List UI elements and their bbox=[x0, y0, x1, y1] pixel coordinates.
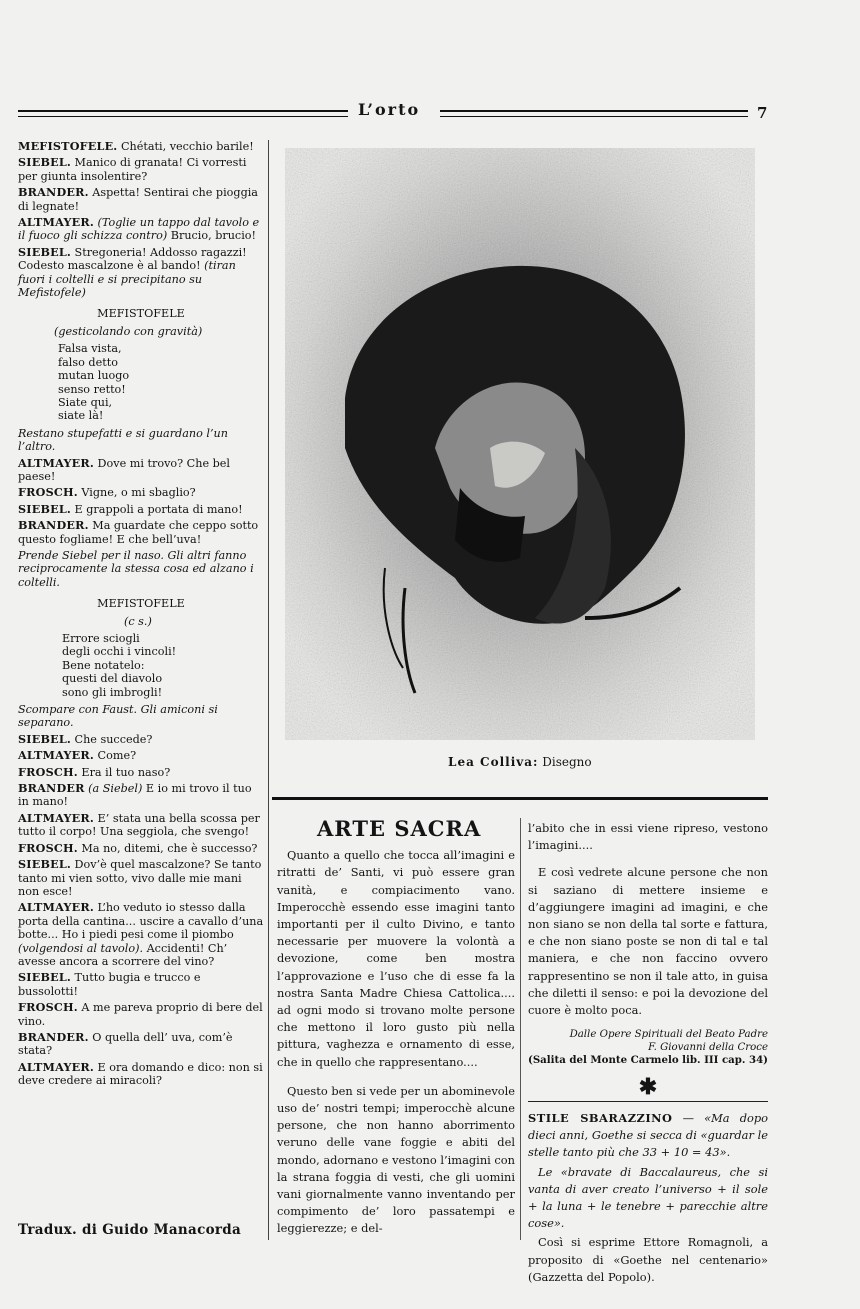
stage-direction: Restano stupefatti e si guardano l’un l’altro. bbox=[18, 426, 228, 454]
dialogue-line: BRANDER. Ma guardate che ceppo sotto questo fogliame! E che bell’uva! bbox=[18, 518, 259, 546]
asterisk-ornament: ✱ bbox=[638, 1074, 658, 1101]
dialogue-line: ALTMAYER. L’ho veduto io stesso dalla porta della cantina... uscire a cavallo d’una botte... Ho i piedi pesi come il piombo (volgendosi al tavolo). Accidenti! Ch’ avesse ancora a scorrere del vino? bbox=[18, 900, 264, 968]
verse-line: Siate qui, bbox=[58, 395, 113, 409]
dialogue-line: FROSCH. Ma no, ditemi, che è successo? bbox=[18, 840, 258, 855]
portrait-illustration bbox=[285, 148, 755, 740]
column-divider bbox=[268, 140, 269, 1240]
stage-direction: Scompare con Faust. Gli amiconi si separano. bbox=[18, 703, 218, 730]
stile-sbarazzino-note bbox=[528, 1110, 768, 1286]
verse-line: mutan luogo bbox=[58, 369, 130, 383]
dialogue-line: MEFISTOFELE. Chétati, vecchio barile! bbox=[18, 139, 254, 153]
column-divider bbox=[520, 818, 521, 1240]
note-paragraph: STILE SBARAZZINO — «Ma dopo dieci anni, Goethe si secca di «guardar le stelle tanto più che 33 + 10 = 43». bbox=[528, 1111, 768, 1160]
dialogue-line: ALTMAYER. E ora domando e dico: non si deve credere ai miracoli? bbox=[18, 1059, 263, 1088]
magazine-title: L’orto bbox=[358, 100, 421, 119]
verse-block bbox=[18, 632, 264, 699]
dialogue-line: FROSCH. Era il tuo naso? bbox=[18, 764, 171, 779]
article-column-1 bbox=[277, 816, 515, 1250]
verse-line: questi del diavolo bbox=[62, 672, 163, 686]
article-paragraph: Questo ben si vede per un abominevole uso de’ nostri tempi; imperocchè alcune persone, che non hanno aborrimento veruno delle vane foggie e abiti del mondo, adornano e vestono l’imagini con la strana foggia di vesti, che gli uomini vani giornalmente vanno inventando per compimento de’ loro passatempi e leggierezze; e del- bbox=[277, 1083, 515, 1236]
page-number: 7 bbox=[757, 104, 768, 122]
article-paragraph: Quanto a quello che tocca all’imagini e ritratti de’ Santi, vi può essere gran vanità, e compiacimento vano. Imperocchè essendo esse imagini tanto importanti per il culto Divino, e tanto necessarie per muovere la volontà a devozione, come ben mostra l’approvazione e l’uso che di esse fa la nostra Santa Madre Chiesa Cattolica.... ad ogni modo si trovano molte persone che mettono il loro gusto più nella pittura, vaghezza e ornamento di esse, che in quello che rappresentano.... bbox=[277, 848, 515, 1069]
verse-line: Falsa vista, bbox=[58, 342, 122, 356]
dialogue-line: ALTMAYER. E’ stata una bella scossa per tutto il corpo! Una seggiola, che svengo! bbox=[18, 810, 260, 839]
section-rule bbox=[272, 797, 768, 800]
dialogue-line: ALTMAYER. Dove mi trovo? Che bel paese! bbox=[18, 455, 230, 483]
verse-block bbox=[18, 342, 264, 422]
note-paragraph: Così si esprime Ettore Romagnoli, a proposito di «Goethe nel centenario» (Gazzetta del Popolo). bbox=[528, 1235, 768, 1284]
verse-line: Bene notatelo: bbox=[62, 658, 145, 672]
section-rule bbox=[528, 1101, 768, 1102]
stage-direction: Prende Siebel per il naso. Gli altri fanno reciprocamente la stessa cosa ed alzano i coltelli. bbox=[18, 548, 254, 589]
dialogue-line: BRANDER. O quella dell’ uva, com’è stata? bbox=[18, 1029, 233, 1058]
page-header bbox=[0, 98, 860, 128]
article-paragraph: l’abito che in essi viene ripreso, vestono l’imagini.... bbox=[528, 821, 768, 853]
source-line: (Salita del Monte Carmelo lib. III cap. 34) bbox=[528, 1054, 768, 1067]
character-heading: MEFISTOFELE bbox=[97, 307, 185, 321]
dialogue-line: SIEBEL. E grappoli a portata di mano! bbox=[18, 501, 243, 516]
verse-line: falso detto bbox=[58, 355, 118, 369]
dialogue-line: SIEBEL. Tutto bugia e trucco e bussolotti! bbox=[18, 970, 201, 998]
dialogue-line: FROSCH. A me pareva proprio di bere del vino. bbox=[18, 1000, 263, 1028]
dialogue-line: ALTMAYER. Come? bbox=[18, 748, 137, 763]
caption-text: Disegno bbox=[542, 755, 592, 769]
dialogue-line: FROSCH. Vigne, o mi sbaglio? bbox=[18, 485, 196, 500]
dialogue-line: SIEBEL. Stregoneria! Addosso ragazzi! Codesto mascalzone è al bando! (tiran fuori i coltelli e si precipitano su Mefistofele) bbox=[18, 244, 247, 300]
stage-direction: (c s.) bbox=[124, 614, 152, 628]
dialogue-line: BRANDER. Aspetta! Sentirai che pioggia di legnate! bbox=[18, 185, 258, 213]
verse-line: Errore sciogli bbox=[62, 632, 140, 645]
header-rule-left bbox=[18, 110, 348, 117]
article-title: ARTE SACRA bbox=[317, 816, 482, 841]
note-paragraph: Le «bravate di Baccalaureus, che si vanta di aver creato l’universo + il sole + la luna + le tenebre + parecchie altre cose». bbox=[528, 1164, 768, 1231]
article-column-2 bbox=[528, 820, 768, 1288]
play-dialogue-column bbox=[18, 140, 264, 1091]
caption-author: Lea Colliva: bbox=[448, 755, 539, 769]
dialogue-line: BRANDER (a Siebel) E io mi trovo il tuo in mano! bbox=[18, 781, 252, 809]
verse-line: degli occhi i vincoli! bbox=[62, 645, 177, 659]
source-line: F. Giovanni della Croce bbox=[648, 1041, 768, 1053]
stage-direction: (gesticolando con gravità) bbox=[54, 324, 203, 338]
portrait-drawing bbox=[285, 148, 755, 740]
source-line: Dalle Opere Spirituali del Beato Padre bbox=[569, 1029, 768, 1041]
dialogue-line: SIEBEL. Che succede? bbox=[18, 731, 153, 746]
figure-caption bbox=[448, 755, 592, 769]
verse-line: senso retto! bbox=[58, 382, 126, 396]
verse-line: siate là! bbox=[58, 409, 104, 423]
dialogue-line: SIEBEL. Manico di granata! Ci vorresti per giunta insolentire? bbox=[18, 155, 247, 183]
header-rule-right bbox=[440, 110, 748, 117]
dialogue-line: ALTMAYER. (Toglie un tappo dal tavolo e il fuoco gli schizza contro) Brucio, brucio! bbox=[18, 215, 260, 243]
article-paragraph: E così vedrete alcune persone che non si saziano di mettere insieme e d’aggiungere imagini ad imagini, e che non siano se non della tal sorte e fattura, e che non siano poste se non di tal e tal maniera, e che non faccino ovvero rappresentino se non il tale atto, in guisa che diletti il senso: e poi la devozione del cuore è molto poca. bbox=[528, 865, 768, 1018]
verse-line: sono gli imbrogli! bbox=[62, 685, 163, 699]
translator-credit: Tradux. di Guido Manacorda bbox=[18, 1222, 242, 1238]
character-heading: MEFISTOFELE bbox=[97, 597, 185, 611]
dialogue-line: SIEBEL. Dov’è quel mascalzone? Se tanto tanto mi vien sotto, vivo dalle mie mani non esce! bbox=[18, 857, 262, 898]
